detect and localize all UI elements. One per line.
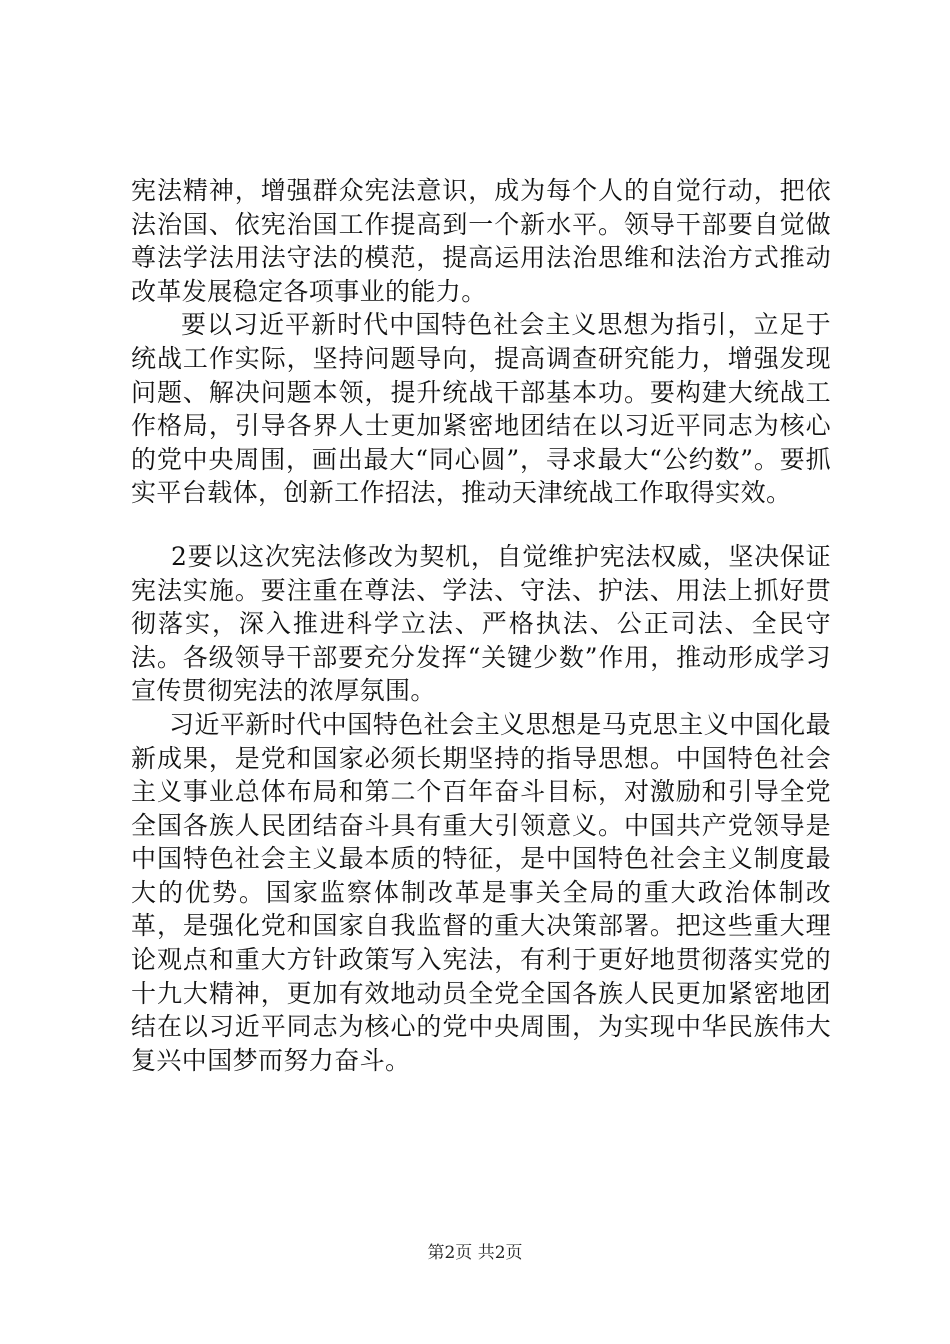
paragraph: 要以习近平新时代中国特色社会主义思想为指引，立足于统战工作实际，坚持问题导向，提高调查研究能力，增强发现问题、解决问题本领，提升统战干部基本功。要构建大统战工作格局，引导各界人士更加紧密地团结在以习近平同志为核心的党中央周围，画出最大“同心圆”，寻求最大“公约数”。要抓实平台载体，创新工作招法，推动天津统战工作取得实效。	[131, 310, 831, 508]
text-block-bottom	[131, 540, 831, 1078]
paragraph: 宪法精神，增强群众宪法意识，成为每个人的自觉行动，把依法治国、依宪治国工作提高到一个新水平。领导干部要自觉做尊法学法用法守法的模范，提高运用法治思维和法治方式推动改革发展稳定各项事业的能力。	[131, 176, 831, 306]
page-number-footer: 第2页 共2页	[427, 1243, 523, 1263]
text-block-top	[131, 174, 831, 510]
paragraph: 习近平新时代中国特色社会主义思想是马克思主义中国化最新成果，是党和国家必须长期坚持的指导思想。中国特色社会主义事业总体布局和第二个百年奋斗目标，对激励和引导全党全国各族人民团结奋斗具有重大引领意义。中国共产党领导是中国特色社会主义最本质的特征，是中国特色社会主义制度最大的优势。国家监察体制改革是事关全局的重大政治体制改革，是强化党和国家自我监督的重大决策部署。把这些重大理论观点和重大方针政策写入宪法，有利于更好地贯彻落实党的十九大精神，更加有效地动员全党全国各族人民更加紧密地团结在以习近平同志为核心的党中央周围，为实现中华民族伟大复兴中国梦而努力奋斗。	[131, 709, 831, 1075]
paragraph-gap	[131, 510, 831, 540]
document-body	[131, 174, 831, 1077]
paragraph: 2要以这次宪法修改为契机，自觉维护宪法权威，坚决保证宪法实施。要注重在尊法、学法、守法、护法、用法上抓好贯彻落实，深入推进科学立法、严格执法、公正司法、全民守法。各级领导干部要充分发挥“关键少数”作用，推动形成学习宣传贯彻宪法的浓厚氛围。	[131, 541, 831, 706]
